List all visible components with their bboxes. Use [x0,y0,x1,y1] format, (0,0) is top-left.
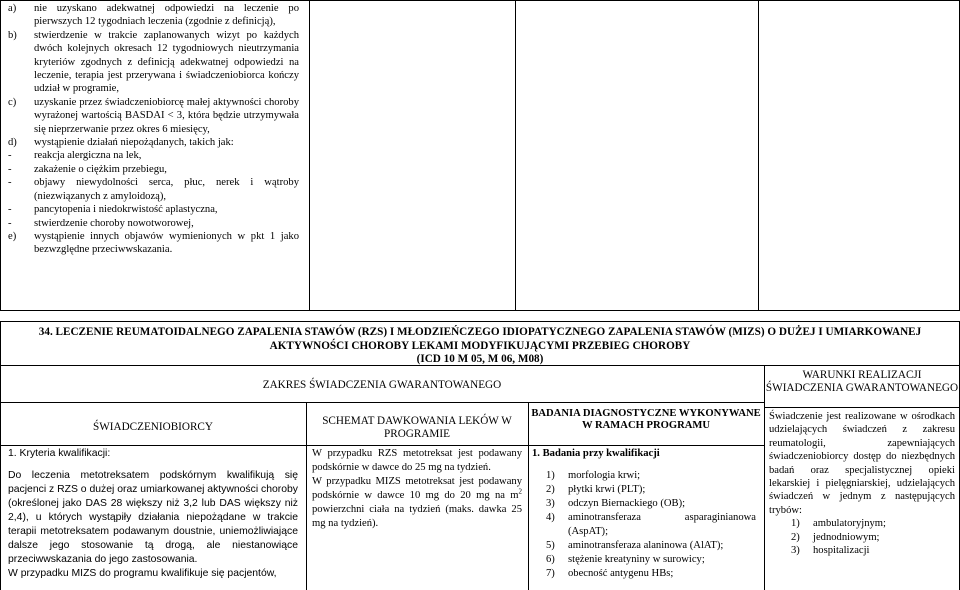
col4-header [764,369,960,395]
item-num: 1) [791,518,800,530]
item-num: 4) [546,512,555,523]
mizs-dosage [312,475,522,531]
title-bottom-line [0,365,960,366]
col2-content [312,447,522,531]
qualification-heading [8,447,298,461]
item-num: 6) [546,554,555,565]
item-text: obecność antygenu HBs; [568,568,674,579]
criteria-item-b [8,29,299,96]
list-item [546,469,756,483]
top-divider-2 [515,0,516,311]
item-text: stwierdzenie w trakcie zaplanowanych wizyt po każdych dwóch kolejnych okresach 12 tygodniowych nieutrzymania kryteriów zgodnych z definicją adekwatnej odpowiedzi na leczenie, terapia jest przerywana i świadczeniobiorca kończy udział w programie, [34,29,299,95]
col4-content [769,410,955,557]
item-text: stężenie kreatyniny w surowicy; [568,554,705,565]
item-text: wystąpienie działań niepożądanych, takich jak: [34,137,234,149]
list-item [791,544,955,557]
col-header-line [0,445,764,446]
col3-content [532,447,756,581]
list-item-text: stwierdzenie choroby nowotworowej, [34,217,194,229]
item-marker: d) [8,137,17,149]
list-item [791,517,955,530]
item-text: jednodniowym; [813,531,880,543]
list-item-text: pancytopenia i niedokrwistość aplastyczna, [34,204,218,216]
col1-header-text: ŚWIADCZENIOBIORCY [93,421,213,433]
item-num: 3) [791,545,800,557]
icd-code: (ICD 10 M 05, M 06, M08) [416,353,544,366]
list-item: - stwierdzenie choroby nowotworowej, [8,217,299,230]
list-item: - zakażenie o ciężkim przebiegu, [8,163,299,176]
section-title [6,326,954,367]
col3-header-text: BADANIA DIAGNOSTYCZNE WYKONYWANE W RAMACH PROGRAMU [531,408,761,432]
list-item [546,553,756,567]
mizs-dosage-b: powierzchni ciała na tydzień (maks. dawka 25 mg na tydzień). [312,504,522,529]
item-num: 7) [546,568,555,579]
item-text: ambulatoryjnym; [813,518,886,530]
list-item-text: reakcja alergiczna na lek, [34,150,142,162]
col3-header [528,408,764,432]
list-item [546,539,756,553]
top-divider-3 [758,0,759,311]
item-text: nie uzyskano adekwatnej odpowiedzi na leczenie po pierwszych 12 tygodniach leczenia (zgodnie z definicją), [34,3,299,28]
col4-header-text: WARUNKI REALIZACJI ŚWIADCZENIA GWARANTOWANEGO [765,369,959,394]
list-item [546,567,756,581]
criteria-item-e [8,230,299,257]
mizs-para: W przypadku MIZS do programu kwalifikuje się pacjentów, [8,568,277,579]
mizs-dosage-sup: 2 [518,487,522,496]
item-text: aminotransferaza alaninowa (AlAT); [568,540,724,551]
criteria-item-d [8,136,299,149]
list-item [546,497,756,511]
list-item-text: zakażenie o ciężkim przebiegu, [34,163,167,175]
item-num: 3) [546,498,555,509]
col4-left-line [764,365,765,590]
mizs-dosage-a: W przypadku MIZS metotreksat jest podawany podskórnie w dawce 10 mg do 20 mg na m [312,476,522,501]
list-item: - pancytopenia i niedokrwistość aplastyczna, [8,203,299,216]
zakres-bottom-line [0,402,764,403]
col4-header-line [764,407,960,408]
col2-header [306,415,528,442]
item-text: wystąpienie innych objawów wymienionych w pkt 1 jako bezwzględne przeciwwskazania. [34,230,299,256]
qualification-heading-text: 1. Kryteria kwalifikacji: [8,448,111,459]
item-text: płytki krwi (PLT); [568,484,646,495]
col1-content [8,447,298,581]
list-item [546,511,756,539]
zakres-header-text: ZAKRES ŚWIADCZENIA GWARANTOWANEGO [262,379,502,391]
zakres-header [0,379,764,392]
item-marker: a) [8,3,17,14]
modes-list [769,517,955,557]
item-marker: c) [8,96,17,108]
qualification-para: Do leczenia metotreksatem podskórnym kwalifikują się pacjenci z RZS o dużej oraz umiarkowanej aktywności choroby (określonej jako DAS 28 większy niż 3,2 lub DAS większy niż 2,4), u których wystąpiły działania niepożądane w trakcie terapii metotreksatem podawanym doustnie, uniemożliwiające dalsze jego stosowanie tą drogą, ale niestanowiące przeciwwskazania do jego zastosowania. [8,470,298,565]
item-text: uzyskanie przez świadczeniobiorcę małej aktywności choroby wyrażonej wartością BASDAI < 3, która będzie utrzymywała się nieprzerwanie przez okres 6 miesięcy, [34,96,299,135]
rzs-dosage: W przypadku RZS metotreksat jest podawany podskórnie w dawce do 25 mg na tydzień. [312,448,522,473]
section-title-text: 34. LECZENIE REUMATOIDALNEGO ZAPALENIA STAWÓW (RZS) I MŁODZIEŃCZEGO IDIOPATYCZNEGO ZAPALENIA STAWÓW (MIZS) O DUŻEJ I UMIARKOWANEJ AKTYWNOŚCI CHOROBY LEKAMI MODYFIKUJĄCYMI PRZEBIEG CHOROBY [38,326,922,352]
list-item: - objawy niewydolności serca, płuc, nerek i wątroby (niezwiązanych z amyloidozą), [8,177,299,202]
list-item-text: objawy niewydolności serca, płuc, nerek i wątroby (niezwiązanych z amyloidozą), [34,177,299,202]
tests-list [532,469,756,581]
item-marker: b) [8,29,17,41]
tests-heading: 1. Badania przy kwalifikacji [532,448,660,459]
list-item [546,483,756,497]
conditions-para: Świadczenie jest realizowane w ośrodkach udzielających świadczeń z zakresu reumatologii, zapewniających świadczeniobiorcy dostęp do niezbędnych badań oraz specjalistycznej opieki lekarskiej i pielęgniarskiej, udzielających świadczeń w jednym z następujących trybów: [769,411,955,516]
item-text: morfologia krwi; [568,470,641,481]
col1-header [0,421,306,434]
list-item [791,531,955,544]
list-item: - reakcja alergiczna na lek, [8,149,299,162]
adverse-events-list [8,149,299,229]
top-criteria-list [8,2,299,257]
item-num: 2) [546,484,555,495]
col2-header-text: SCHEMAT DAWKOWANIA LEKÓW W PROGRAMIE [322,415,512,441]
item-text: hospitalizacji [813,545,870,557]
top-divider-1 [309,0,310,311]
item-text: odczyn Biernackiego (OB); [568,498,686,509]
item-num: 1) [546,470,555,481]
criteria-item-a [8,2,299,29]
criteria-item-c [8,96,299,136]
item-num: 2) [791,531,800,543]
item-text: aminotransferaza asparaginianowa (AspAT); [568,512,756,537]
item-num: 5) [546,540,555,551]
item-marker: e) [8,230,17,242]
